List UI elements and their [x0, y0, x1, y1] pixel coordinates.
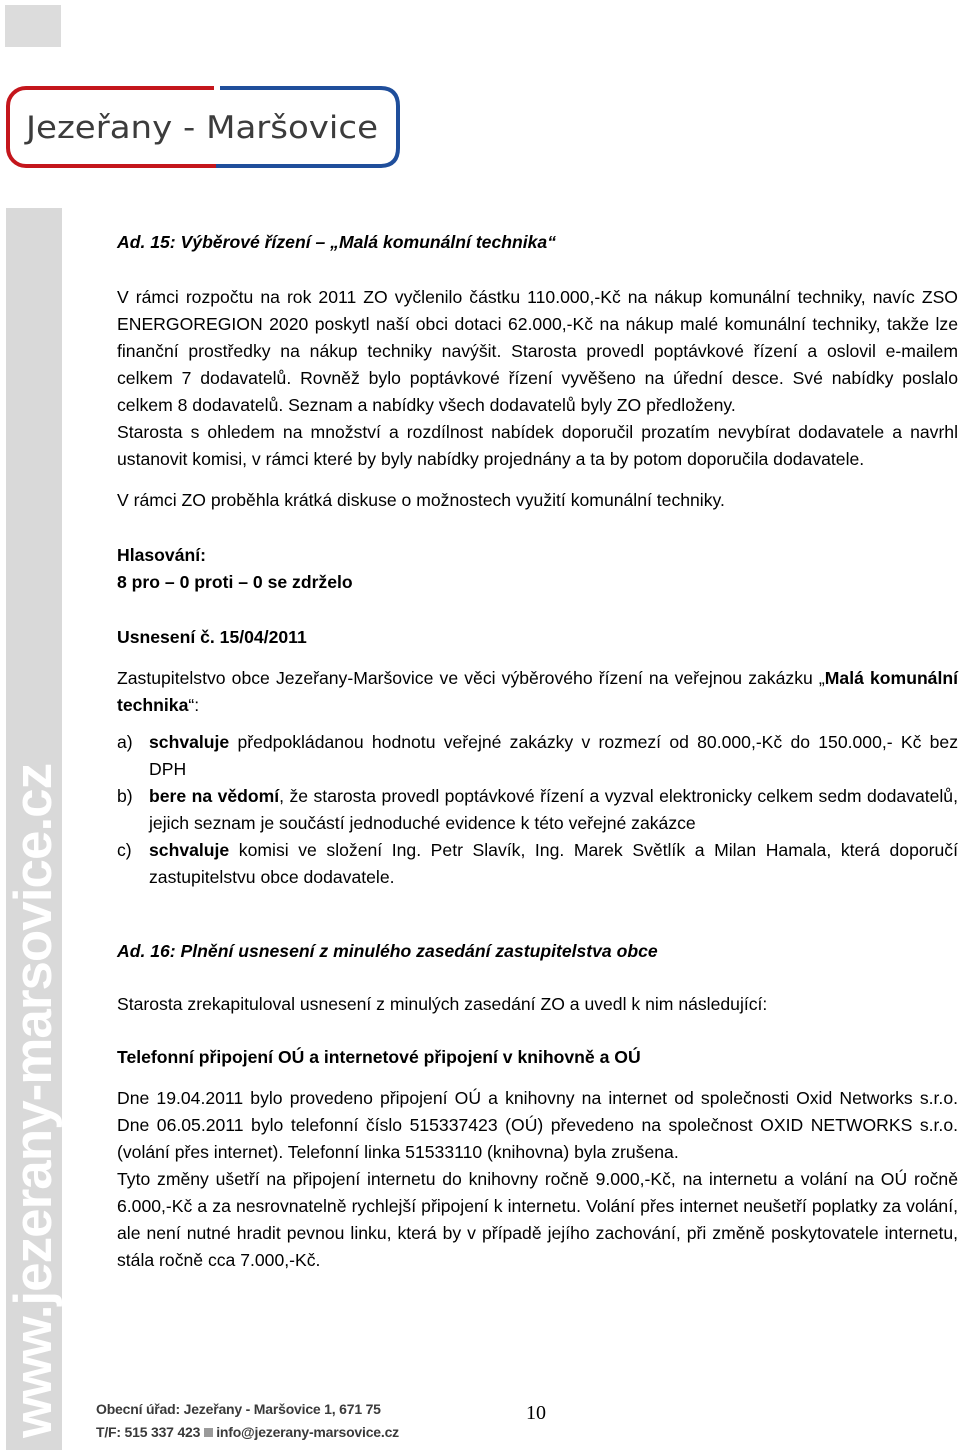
resolution-intro — [117, 665, 958, 719]
list-item — [117, 729, 958, 783]
section-15-paragraph-2: Starosta s ohledem na množství a rozdílnost nabídek doporučil prozatím nevybírat dodavatele a navrhl ustanovit komisi, v rámci které by byly nabídky projednány a ta by potom doporučila dodavatele. — [117, 422, 958, 469]
sidebar-url: www.jezerany-marsovice.cz — [4, 763, 63, 1438]
footer-contact — [96, 1398, 399, 1444]
footer-line-2 — [96, 1421, 399, 1444]
list-rest: předpokládanou hodnotu veřejné zakázky v rozmezí od 80.000,-Kč do 150.000,- Kč bez DPH — [149, 732, 958, 779]
document-body — [117, 228, 958, 1274]
section-15-paragraph-3: V rámci ZO proběhla krátká diskuse o možnostech využití komunální techniky. — [117, 490, 725, 510]
resolution-intro-b: Malá komunální technika — [117, 668, 958, 715]
list-marker: c) — [117, 840, 132, 860]
list-text — [149, 837, 958, 891]
resolution-intro-c: “: — [188, 695, 200, 715]
section-16-heading: Ad. 16: Plnění usnesení z minulého zasedání zastupitelstva obce — [117, 941, 658, 961]
list-item — [117, 837, 958, 891]
section-16-subheading: Telefonní připojení OÚ a internetové připojení v knihovně a OÚ — [117, 1047, 641, 1067]
list-rest: komisi ve složení Ing. Petr Slavík, Ing. Marek Světlík a Milan Hamala, která doporučí zastupitelstvu obce dodavatele. — [149, 840, 958, 887]
list-text — [149, 783, 958, 837]
footer-address: Obecní úřad: Jezeřany - Maršovice 1, 671 75 — [96, 1401, 381, 1417]
section-15-heading: Ad. 15: Výběrové řízení – „Malá komunální technika“ — [117, 232, 557, 252]
list-bold: schvaluje — [149, 840, 230, 860]
list-text — [149, 729, 958, 783]
list-rest: , že starosta provedl poptávkové řízení a vyzval elektronicky celkem sedm dodavatelů, jejich seznam je součástí jednoduché evidence k této veřejné zakázce — [149, 786, 958, 833]
resolution-intro-a: Zastupitelstvo obce Jezeřany-Maršovice ve věci výběrového řízení na veřejnou zakázku „ — [117, 668, 825, 688]
list-marker: b) — [117, 786, 133, 806]
section-16-paragraph-2: Dne 19.04.2011 bylo provedeno připojení OÚ a knihovny na internet od společnosti Oxid Networks s.r.o. Dne 06.05.2011 bylo telefonní číslo 515337423 (OÚ) převedeno na společnost OXID NETWORKS s.r.o. (volání přes internet). Telefonní linka 51533110 (knihovna) byla zrušena. — [117, 1088, 958, 1162]
list-item — [117, 783, 958, 837]
footer-phone: T/F: 515 337 423 — [96, 1424, 201, 1440]
resolution-title: Usnesení č. 15/04/2011 — [117, 627, 307, 647]
list-bold: bere na vědomí — [149, 786, 280, 806]
separator-square-icon — [204, 1428, 213, 1437]
municipality-logo — [6, 86, 400, 168]
page-number: 10 — [526, 1402, 546, 1424]
footer-email: info@jezerany-marsovice.cz — [216, 1424, 399, 1440]
logo-text: Jezeřany - Maršovice — [23, 110, 378, 146]
vote-label: Hlasování: — [117, 545, 206, 565]
vote-result: 8 pro – 0 proti – 0 se zdrželo — [117, 572, 353, 592]
resolution-list — [117, 729, 958, 891]
section-16-paragraph-1: Starosta zrekapituloval usnesení z minulých zasedání ZO a uvedl k nim následující: — [117, 994, 768, 1014]
corner-mark — [5, 5, 61, 47]
list-bold: schvaluje — [149, 732, 230, 752]
section-15-paragraph-1: V rámci rozpočtu na rok 2011 ZO vyčlenilo částku 110.000,-Kč na nákup komunální techniky, navíc ZSO ENERGOREGION 2020 poskytl naší obci dotaci 62.000,-Kč na nákup malé komunální techniky, takže lze finanční prostředky na nákup techniky navýšit. Starosta provedl poptávkové řízení a oslovil e-mailem celkem 7 dodavatelů. Rovněž bylo poptávkové řízení vyvěšeno na úřední desce. Své nabídky poslalo celkem 8 dodavatelů. Seznam a nabídky všech dodavatelů byly ZO předloženy. — [117, 287, 958, 415]
section-16-paragraph-3: Tyto změny ušetří na připojení internetu do knihovny ročně 9.000,-Kč, na internetu a volání na OÚ ročně 6.000,-Kč a za nesrovnatelně rychlejší připojení k internetu. Volání přes internet neušetří poplatky za volání, ale není nutné hradit pevnou linku, která by v případě jejího zachování, při změně poskytovatele internetu, stála ročně cca 7.000,-Kč. — [117, 1169, 958, 1270]
list-marker: a) — [117, 732, 133, 752]
